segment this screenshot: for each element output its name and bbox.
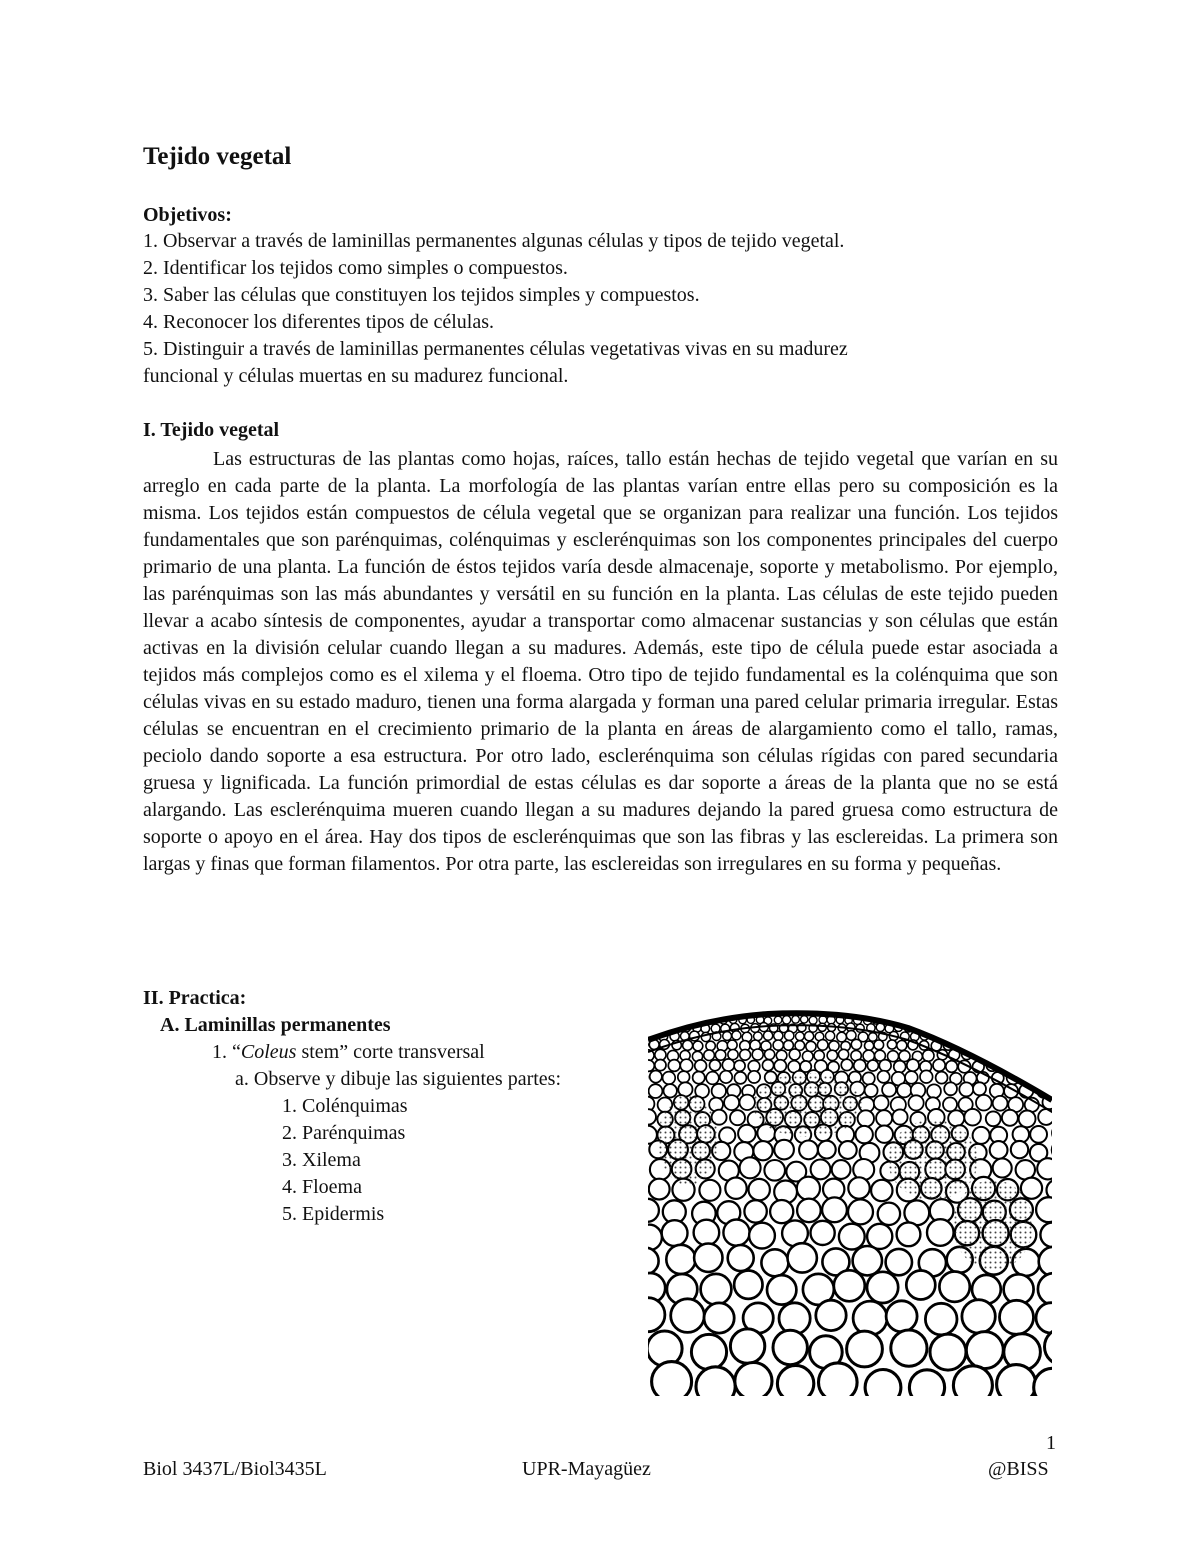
plant-cell [802,1051,813,1062]
plant-cell [1006,1015,1014,1023]
plant-cell [971,1016,978,1023]
plant-cell [847,1331,883,1367]
plant-cell [680,1059,692,1071]
plant-cell [648,1024,653,1032]
plant-cell [683,1040,693,1050]
plant-cell [848,1177,869,1198]
plant-cell [1044,1041,1052,1052]
plant-cell [1024,1032,1033,1041]
plant-cell [1034,1368,1052,1396]
plant-cell [648,1248,659,1275]
plant-cell [863,1072,875,1084]
plant-cell [1012,1061,1024,1073]
plant-cell [809,1016,817,1024]
plant-cell [874,1040,884,1050]
plant-cell [989,1017,996,1024]
plant-cell [666,1245,695,1274]
plant-cell [952,1016,960,1024]
plant-cell [993,1096,1008,1111]
plant-cell [878,1203,900,1225]
plant-cell [819,1363,858,1396]
plant-cell [989,1041,999,1051]
plant-cell [1036,1197,1052,1222]
plant-cell [999,1041,1009,1051]
plant-cell [934,1015,942,1023]
plant-cell [977,1040,987,1050]
plant-cell [946,1061,958,1073]
plant-cell [964,1109,981,1126]
plant-cell [774,1140,794,1160]
observe-instruction: a. Observe y dibuje las siguientes partes: [235,1068,562,1090]
plant-cell [973,1082,986,1095]
plant-cell [788,1243,817,1272]
plant-cell [907,1016,915,1024]
plant-cell [927,1219,954,1246]
plant-cell [867,1272,898,1303]
page-number: 1 [1046,1432,1056,1454]
plant-cell [699,1180,720,1201]
plant-cell [740,1095,755,1110]
plant-cell [925,1303,957,1335]
plant-cell [668,1060,680,1072]
plant-cell [894,1061,906,1073]
plant-cell [897,1222,921,1246]
plant-cell [720,1071,732,1083]
plant-cell [797,1177,820,1200]
phloem-patch [658,1095,718,1185]
coleus-stem-cross-section-illustration [648,1010,1052,1396]
plant-cell [664,1084,677,1097]
plant-cell [666,1016,674,1024]
phloem-patch [953,1180,1033,1270]
plant-cell [897,1041,907,1051]
plant-cell [811,1160,831,1180]
part-item: 4. Floema [282,1176,362,1198]
plant-cell [869,1033,878,1042]
plant-cell [1019,1111,1036,1128]
plant-cell [814,1051,824,1061]
plant-cell [799,1141,818,1160]
plant-cell [1011,1040,1021,1050]
plant-cell [962,1017,970,1025]
plant-cell [792,1016,800,1024]
plant-cell [907,1059,919,1071]
plant-cell [723,1220,749,1246]
plant-cell [789,1049,800,1060]
plant-cell [936,1072,948,1084]
plant-cell [1037,1158,1052,1179]
plant-cell [972,1032,981,1041]
plant-cell [839,1224,865,1250]
plant-cell [648,1060,654,1071]
plant-cell [774,1016,782,1024]
plant-cell [724,1095,739,1110]
plant-cell [906,1271,935,1300]
plant-cell [909,1370,944,1396]
plant-cell [964,1040,974,1050]
plant-cell [710,1060,721,1071]
plant-cell [865,1370,901,1397]
plant-cell [704,1303,734,1333]
plant-cell [982,1023,991,1032]
plant-cell [694,1220,720,1246]
plant-cell [784,1040,794,1050]
plant-cell [927,1084,941,1098]
plant-cell [777,1365,813,1396]
plant-cell [734,1060,745,1071]
plant-cell [978,1015,986,1023]
section-heading-tejido-vegetal: I. Tejido vegetal [143,419,280,441]
plant-cell [1041,1016,1049,1024]
plant-cell [976,1095,992,1111]
plant-cell [701,1274,732,1305]
plant-cell [783,1016,791,1024]
plant-cell [923,1050,934,1061]
plant-cell [694,1244,722,1272]
plant-cell [892,1109,907,1124]
plant-cell [1002,1024,1010,1032]
plant-cell [740,1049,751,1060]
plant-cell [695,1060,707,1072]
plant-cell [962,1024,970,1032]
plant-cell [722,1059,734,1071]
plant-cell [648,1199,659,1222]
objective-item: funcional y células muertas en su madurez funcional. [143,365,569,387]
plant-cell [943,1024,951,1032]
plant-cell [1002,1110,1018,1126]
plant-cell [734,1271,762,1299]
plant-cell [691,1334,726,1369]
plant-cell [933,1059,945,1071]
coleus-prefix: 1. “ [212,1041,241,1063]
plant-cell [959,1082,973,1096]
plant-cell [856,1126,873,1143]
plant-cell [706,1072,719,1085]
plant-cell [774,1060,786,1072]
plant-cell [851,1039,861,1049]
plant-cell [648,1109,656,1124]
plant-cell [740,1157,761,1178]
plant-cell [749,1179,770,1200]
plant-cell [663,1072,676,1085]
plant-cell [655,1060,666,1071]
plant-cell [773,1330,807,1364]
coleus-item [212,1041,485,1064]
plant-cell [816,1300,846,1330]
plant-cell [764,1031,773,1040]
plant-cell [1034,1072,1047,1085]
plant-cell [753,1141,772,1160]
plant-cell [693,1072,705,1084]
plant-cell [752,1049,763,1060]
plant-cell [648,1016,656,1024]
plant-cell [1033,1049,1044,1060]
plant-cell [662,1220,688,1246]
plant-cell [934,1023,942,1031]
plant-cell [725,1178,746,1199]
plant-cell [738,1125,756,1143]
objective-item: 3. Saber las células que constituyen los tejidos simples y compuestos. [143,284,700,306]
plant-cell [827,1050,837,1060]
objective-item: 4. Reconocer los diferentes tipos de células. [143,311,494,333]
plant-cell [730,1110,745,1125]
plant-cell [704,1050,715,1061]
plant-cell [1023,1016,1030,1023]
document-title: Tejido vegetal [143,143,292,170]
plant-cell [990,1141,1008,1159]
plant-cell [951,1032,960,1041]
plant-cell [983,1031,993,1041]
coleus-italic: Coleus [240,1041,297,1063]
plant-cell [944,1016,951,1023]
plant-cell [649,1084,663,1098]
plant-cell [1014,1031,1024,1041]
plant-cell [684,1017,691,1024]
plant-cell [1021,1178,1042,1199]
plant-cell [727,1040,737,1050]
plant-cell [806,1041,816,1051]
plant-cell [774,1031,783,1040]
plant-cell [1021,1051,1032,1062]
plant-cell [997,1365,1036,1396]
plant-cell [1051,1061,1052,1072]
plant-cell [865,1041,874,1050]
plant-cell [839,1049,849,1059]
plant-cell [1045,1328,1053,1365]
plant-cell [797,1199,821,1223]
plant-cell [953,1366,992,1396]
plant-cell [1040,1223,1052,1248]
plant-cell [920,1070,933,1083]
paragraph-text: Las estructuras de las plantas como hojas, raíces, tallo están hechas de tejido vegetal que varían en su arreglo en cada parte de la planta. La morfología de las plantas varían entre ellas pero su composición es la misma. Los tejidos están compuestos de célula vegetal que se organizan para realizar una función. Los tejidos fundamentales que son parénquimas, colénquimas y esclerénquimas son los componentes principales del cuerpo primario de una planta. La función de éstos tejidos varía desde almacenaje, soporte y metabolismo. Por ejemplo, las parénquimas son las más abundantes y versátil en su función en la planta. Las células de este tejido pueden llevar a acabo síntesis de componentes, ayudar a transportar como almacenar sustancias y son células que están activas en la división celular cuando llegan a su madures. Además, este tipo de célula puede estar asociada a tejidos más complejos como es el xilema y el floema. Otro tipo de tejido fundamental es la colénquima que son células vivas en su estado maduro, tienen una forma alargada y forman una pared celular primaria irregular. Estas células se encuentran en el crecimiento primario de la planta en áreas de alargamiento como el tallo, ramas, peciolo dando soporte a esa estructura. Por otro lado, esclerénquima son células rígidas con pared secundaria gruesa y lignificada. La función primordial de estas células es dar soporte a áreas de la planta que no se está alargando. Las esclerénquima mueren cuando llegan a su madures dejando la pared gruesa como estructura de soporte o apoyo en el área. Hay dos tipos de esclerénquimas que son las fibras y las esclereidas. La primera son largas y finas que forman filamentos. Por otra parte, las esclereidas son irregulares en su forma y pequeñas. [143,448,1058,875]
plant-cell [817,1040,828,1051]
plant-cell [985,1050,996,1061]
plant-cell [1035,1033,1044,1042]
plant-cell [1040,1060,1051,1071]
plant-cell [871,1180,892,1201]
plant-cell [1036,1303,1052,1333]
part-item: 3. Xilema [282,1149,361,1171]
plant-cell [1045,1050,1052,1061]
plant-cell [734,1072,746,1084]
plant-cell [785,1031,794,1040]
plant-cell [997,1050,1008,1061]
plant-cell [715,1050,725,1060]
plant-cell [818,1023,826,1031]
plant-cell [930,1334,966,1370]
footer-course: Biol 3437L/Biol3435L [143,1458,327,1480]
plant-cell [706,1041,715,1050]
plant-cell [693,1041,703,1051]
plant-cell [897,1083,911,1097]
plant-cell [1034,1040,1044,1050]
plant-cell [748,1071,760,1083]
plant-cell [993,1159,1012,1178]
plant-cell [848,1199,873,1224]
plant-cell [962,1300,995,1333]
plant-cell [992,1024,1000,1032]
plant-cell [671,1299,705,1333]
plant-cell [764,1160,785,1181]
plant-cell [1011,1141,1028,1158]
plant-cell [886,1249,912,1275]
plant-cell [1010,1023,1018,1031]
plant-cell [652,1362,692,1396]
plant-cell [1030,1024,1038,1032]
plant-cell [649,1179,670,1200]
plant-cell [879,1060,891,1072]
plant-cell [1050,1017,1052,1025]
plant-cell [730,1329,764,1363]
plant-cell [1021,1040,1032,1051]
plant-cell [796,1032,805,1041]
plant-cell [832,1160,851,1179]
plant-cell [939,1272,969,1302]
plant-cell [723,1032,732,1041]
plant-cell [732,1031,741,1040]
plant-cell [779,1303,810,1334]
phloem-patch [888,1120,978,1200]
objective-item: 1. Observar a través de laminillas permanentes algunas células y tipos de tejido vegetal. [143,230,845,252]
plant-cell [916,1015,924,1023]
plant-cell [826,1031,835,1040]
plant-cell [767,1275,796,1304]
plant-cell [678,1071,690,1083]
part-item: 1. Colénquimas [282,1095,408,1117]
plant-cell [1046,1032,1052,1041]
plant-cell [874,1096,889,1111]
footer-university: UPR-Mayagüez [522,1458,651,1480]
plant-cell [749,1223,775,1249]
plant-cell [973,1127,990,1144]
plant-cell [765,1049,775,1059]
plant-cell [886,1301,917,1332]
plant-cell [943,1097,957,1111]
plant-cell [1030,1126,1047,1143]
plant-cell [882,1083,896,1097]
plant-cell [770,1200,793,1223]
plant-cell [962,1031,971,1040]
plant-cell [986,1111,1001,1126]
plant-cell [891,1330,927,1366]
plant-cell [1021,1024,1030,1033]
plant-cell [887,1040,896,1049]
plant-cell [761,1249,788,1276]
plant-cell [728,1245,754,1271]
plant-cell [657,1017,665,1025]
plant-cell [653,1023,662,1032]
plant-cell [841,1059,852,1070]
plant-cell [1039,1024,1048,1033]
plant-cell [876,1110,892,1126]
part-item: 2. Parénquimas [282,1122,406,1144]
plant-cell [854,1060,866,1072]
plant-cell [952,1024,961,1033]
plant-cell [1000,1300,1034,1334]
footer-author: @BISS [988,1458,1049,1480]
plant-cell [744,1200,766,1222]
plant-cell [925,1017,933,1025]
plant-cell [867,1060,878,1071]
plant-cell [876,1126,893,1143]
plant-cell [801,1016,808,1023]
plant-cell [865,1084,878,1097]
plant-cell [839,1141,857,1159]
plant-cell [846,1031,856,1041]
plant-cell [1050,1071,1052,1084]
plant-cell [1004,1031,1013,1040]
plant-cell [1033,1016,1041,1024]
section-heading-practica: II. Practica: [143,987,247,1009]
plant-cell [1039,1247,1052,1276]
tejido-vegetal-paragraph [143,446,1058,878]
plant-cell [648,1225,662,1251]
plant-cell [853,1301,887,1335]
plant-cell [909,1095,924,1110]
plant-cell [972,1023,981,1032]
plant-cell [648,1298,665,1332]
plant-cell [1038,1273,1052,1305]
plant-cell [837,1032,847,1042]
phloem-patch [753,1073,863,1137]
plant-cell [905,1071,918,1084]
plant-cell [811,1221,835,1245]
plant-cell [805,1032,814,1041]
plant-cell [997,1016,1005,1024]
plant-cell [966,1332,1003,1369]
plant-cell [834,1270,865,1301]
plant-cell [676,1015,684,1023]
plant-cell [924,1023,933,1032]
plant-cell [1009,1051,1019,1061]
subheading-laminillas: A. Laminillas permanentes [160,1014,391,1036]
objectives-heading: Objetivos: [143,204,232,226]
plant-cell [1050,1024,1052,1032]
objective-item: 2. Identificar los tejidos como simples o compuestos. [143,257,568,279]
coleus-suffix: stem” corte transversal [296,1041,485,1063]
plant-cell [878,1071,890,1083]
plant-cell [762,1060,773,1071]
plant-cell [818,1141,836,1159]
plant-cell [735,1363,772,1397]
plant-cell [650,1071,662,1083]
plant-cell [993,1032,1003,1042]
plant-cell [712,1084,726,1098]
plant-cell [696,1367,735,1396]
plant-cell [773,1040,783,1050]
plant-cell [944,1082,957,1095]
plant-cell [1014,1016,1022,1024]
plant-cell [899,1015,907,1023]
plant-cell [829,1041,839,1051]
plant-cell [822,1197,847,1222]
objective-item: 5. Distinguir a través de laminillas permanentes células vegetativas vivas en su madurez [143,338,848,360]
part-item: 5. Epidermis [282,1203,385,1225]
plant-cell [1026,1059,1038,1071]
